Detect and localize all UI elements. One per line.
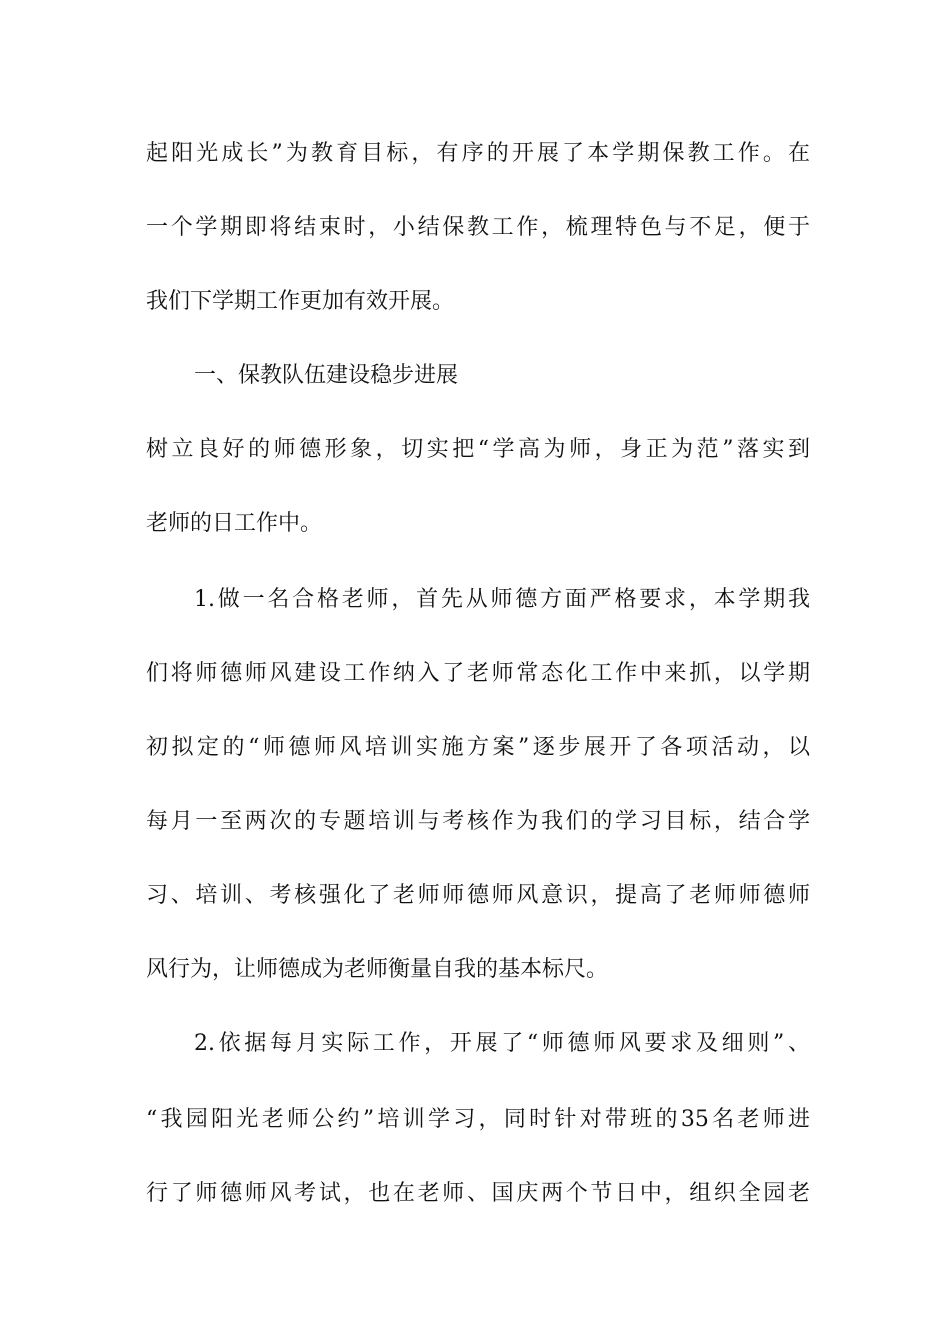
body-text-line: 老师的日工作中。	[146, 511, 323, 536]
body-text-line: 一个学期即将结束时，小结保教工作，梳理特色与不足，便于	[146, 215, 810, 240]
body-text-line: 行了师德师风考试，也在老师、国庆两个节日中，组织全园老	[146, 1181, 810, 1206]
body-text-line: 初拟定的“师德师风培训实施方案”逐步展开了各项活动，以	[146, 735, 810, 760]
body-text-line: 我们下学期工作更加有效开展。	[146, 289, 455, 314]
body-text-line: 风行为，让师德成为老师衡量自我的基本标尺。	[146, 957, 609, 982]
body-text-line: 每月一至两次的专题培训与考核作为我们的学习目标，结合学	[146, 809, 810, 834]
body-text-line: 1.做一名合格老师，首先从师德方面严格要求，本学期我	[194, 587, 810, 612]
body-text-line: 2.依据每月实际工作，开展了“师德师风要求及细则”、	[194, 1031, 810, 1056]
section-heading: 一、保教队伍建设稳步进展	[194, 363, 459, 388]
body-text-line: 们将师德师风建设工作纳入了老师常态化工作中来抓，以学期	[146, 661, 810, 686]
body-text-line: 起阳光成长”为教育目标，有序的开展了本学期保教工作。在	[146, 141, 810, 166]
body-text-line: 树立良好的师德形象，切实把“学高为师，身正为范”落实到	[146, 437, 810, 462]
body-text-line: “我园阳光老师公约”培训学习，同时针对带班的35名老师进	[146, 1107, 810, 1132]
body-text-line: 习、培训、考核强化了老师师德师风意识，提高了老师师德师	[146, 883, 810, 908]
